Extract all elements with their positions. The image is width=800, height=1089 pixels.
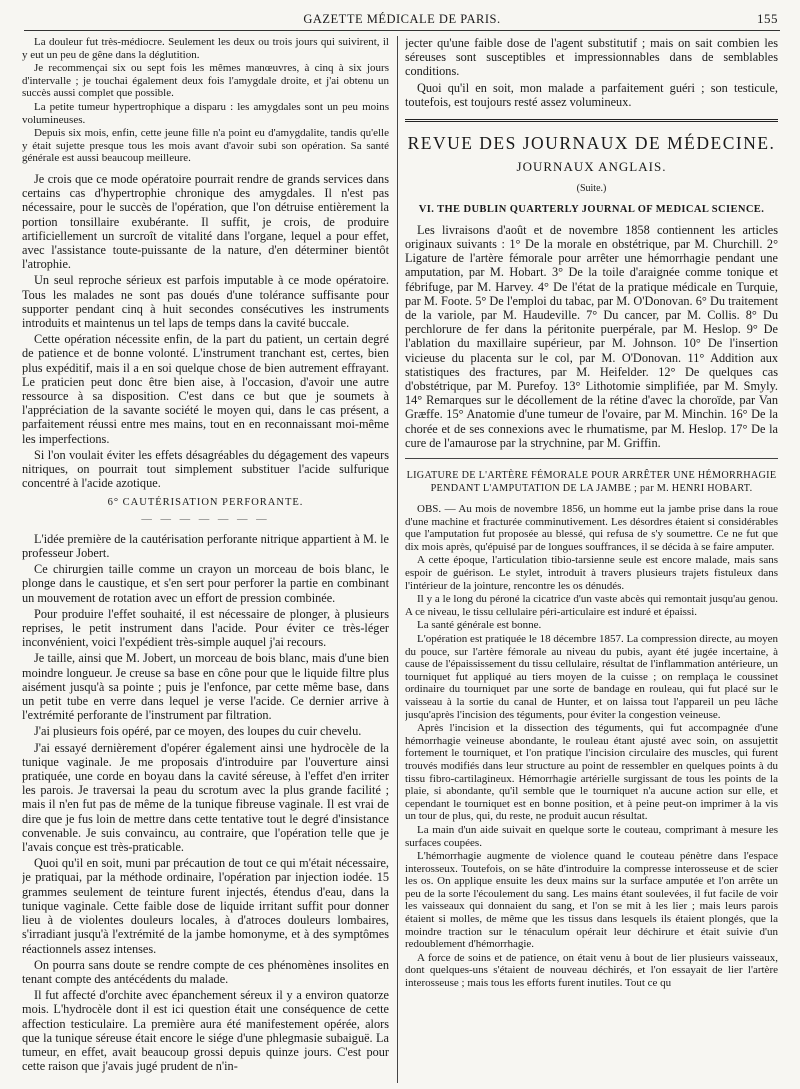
page-header xyxy=(24,8,780,31)
observation-text xyxy=(405,503,778,990)
small-paragraph: A force de soins et de patience, on était venu à bout de lier plusieurs vaisseaux, dont quelques-uns s'étaient de nouveau déchirés, et l'on essayait de lier l'artère interosseuse ; mais tous les efforts furent inutiles. Tout ce qu xyxy=(405,951,778,990)
article-heading: LIGATURE DE L'ARTÈRE FÉMORALE POUR ARRÊTER UNE HÉMORRHAGIE PENDANT L'AMPUTATION DE LA JAMBE ; par M. HENRI HOBART. xyxy=(406,470,777,495)
paragraph: Quoi qu'il en soit, muni par précaution de tout ce qui m'était nécessaire, je pratiquai, par la méthode ordinaire, l'opération par injection iodée. 15 grammes seulement de teinture furent injectés, étendus d'eau, dans la tunique vaginale. Cette faible dose de liquide irritant suffit pour donner lieu à de violentes douleurs locales, à d'atroces douleurs lombaires, s'irradiant jusqu'à l'extrémité de la jambe homonyme, et à des symptômes réactionnels assez intenses. xyxy=(22,856,389,956)
paragraph: J'ai essayé dernièrement d'opérer également ainsi une hydrocèle de la tunique vaginale. Je me proposais d'introduire par l'ouverture ainsi pratiquée, une corde en boyau dans la cavité séreuse, à l'effet d'en irriter les parois. Je traversai la peau du scrotum avec la plus grande facilité ; mais il n'en fut pas de même de la tunique fibreuse vaginale. Il est vrai de dire que je fus loin de mettre dans cette tentative tout le degré d'insistance convenable. Je suis convaincu, au contraire, que l'opération telle que je l'avais conçue est très-praticable. xyxy=(22,740,389,855)
paragraph: L'idée première de la cautérisation perforante nitrique appartient à M. le professeur Jobert. xyxy=(22,531,389,561)
journal-title: GAZETTE MÉDICALE DE PARIS. xyxy=(303,12,501,26)
paragraph: J'ai plusieurs fois opéré, par ce moyen, des loupes du cuir chevelu. xyxy=(34,724,362,739)
right-column xyxy=(405,36,778,1083)
paragraph-contents: Les livraisons d'août et de novembre 1858 contiennent les articles originaux suivants : 1° De la morale en obstétrique, par M. Churchill. 2° Ligature de l'artère fémorale pour arrêter une hémorrhagie pendant une amputation, par M. Hobart. 3° De la toile d'araignée comme tonique et fébrifuge, par M. Harvey. 4° De l'état de la pratique médicale en Turquie, par M. Foote. 5° De l'emploi du tabac, par M. O'Donovan. 6° Du traitement de la variole, par M. Haudeville. 7° Du cancer, par M. Collis. 8° Du perchlorure de fer dans la péritonite puerpérale, par M. Heslop. 9° De l'ablation du maxillaire supérieur, par M. Johnson. 10° De l'insertion vicieuse du placenta sur le col, par M. O'Donovan. 11° Addition aux statistiques des fractures, par M. Heifelder. 12° De quelques cas d'obstétrique, par M. Purefoy. 13° Lithotomie simplifiée, par M. Smyly. 14° Remarques sur le décollement de la rétine d'avec la choroïde, par Van Græffe. 15° Anatomie d'une tumeur de l'ovaire, par M. Minchin. 16° De la chorée et de ses connexions avec le rhumatisme, par M. Heslop. 17° De la cure de l'amaurose par la strychnine, par M. Griffin. xyxy=(405,222,778,450)
small-paragraph: La douleur fut très-médiocre. Seulement les deux ou trois jours qui suivirent, il y eut un peu de gêne dans la déglutition. xyxy=(22,36,389,61)
paragraph: Je crois que ce mode opératoire pourrait rendre de grands services dans certains cas d'hypertrophie chronique des amygdales. Il n'est pas nécessaire, pour le succès de l'opération, que l'on détruise entièrement la portion tonsillaire exubérante. Il suffit, je crois, de produire artificiellement un surcroît de vitalité dans l'organe, lequel a pour effet, avec l'assistance toute-puissante de la nature, d'en déterminer bientôt l'atrophie. xyxy=(22,171,389,272)
divider xyxy=(405,458,778,459)
small-paragraph: Depuis six mois, enfin, cette jeune fille n'a point eu d'amygdalite, tandis qu'elle y était sujette presque tous les mois avant d'avoir subi son opération. Sa santé générale est aussi beaucoup meilleure. xyxy=(22,127,389,165)
revue-subtitle: JOURNAUX ANGLAIS. xyxy=(516,159,667,175)
small-paragraph: L'opération est pratiquée le 18 décembre 1857. La compression directe, au moyen du pouce, sur l'artère fémorale au niveau du pubis, ayant été jugée incertaine, à cause de l'épaississement du tissu cellulaire, résultat de l'inflammation antérieure, un tourniquet fut appliqué au tiers moyen de la cuisse ; on remplaça le coussinet ordinaire du tourniquet par une sorte de bandage en rouleau, qui fut placé sur le vaisseau à la sortie du canal de Hunter, et on laissa tout l'appareil un peu lâche jusqu'après l'incision des téguments, pour éviter la congestion veineuse. xyxy=(405,633,778,721)
section-separator xyxy=(405,119,778,122)
small-paragraph: Il y a le long du péroné la cicatrice d'un vaste abcès qui remontait jusqu'au genou. A ce niveau, le tissu cellulaire péri-articulaire est induré et épaissi. xyxy=(405,593,778,618)
page-number: 155 xyxy=(757,11,778,26)
section-heading xyxy=(22,496,389,526)
heading-dashes: — — — — — — — xyxy=(141,513,270,525)
journal-heading: VI. THE DUBLIN QUARTERLY JOURNAL OF MEDICAL SCIENCE. xyxy=(418,203,765,215)
revue-suite: (Suite.) xyxy=(576,183,607,195)
small-paragraph: OBS. — Au mois de novembre 1856, un homme eut la jambe prise dans la roue d'une machine et fracturée comminutivement. Les désordres étaient si considérables que l'amputation fut proposée au blessé, qui refusa de s'y soumettre. Ce ne fut que dix mois après, qu'épuisé par de longues souffrances, il se décida à se faire amputer. xyxy=(405,503,778,553)
small-paragraph: La petite tumeur hypertrophique a disparu : les amygdales sont un peu moins volumineuses. xyxy=(22,100,389,126)
small-paragraph: Après l'incision et la dissection des téguments, qui fut accompagnée d'une hémorrhagie veineuse abondante, le rouleau étant ajusté avec soin, on assujettit fortement le tourniquet, et l'on pratique l'incision circulaire des muscles, qui furent trouvés modifiés dans leur structure au point de ressembler en quelques points à du tissu fibro-cartilagineux. Hémorrhagie artérielle surgissant de tous les points de la plaie, si abondante, qu'il semble que le tourniquet n'a aucune action sur elle, et cependant le tourniquet est en bonne position, et à peine peut-on imprimer à la vis un tour de plus, qui, du reste, ne produit aucun résultat. xyxy=(405,722,778,823)
small-paragraph: La main d'un aide suivait en quelque sorte le couteau, comprimant à mesure les surfaces coupées. xyxy=(405,823,778,849)
small-paragraph: Je recommençai six ou sept fois les mêmes manœuvres, à cinq à six jours d'intervalle ; je touchai également deux fois l'amygdale droite, et j'ai obtenu un succès aussi complet que possible. xyxy=(22,62,389,100)
column-divider xyxy=(397,36,398,1083)
paragraph: Cette opération nécessite enfin, de la part du patient, un certain degré de patience et de bonne volonté. L'instrument tranchant est, certes, bien plus expéditif, mais il a en soi quelque chose de bien autrement effrayant. Le praticien peut donc être bien aise, à l'occasion, d'avoir une autre ressource à sa disposition. C'est dans ce but que je soumets à l'appréciation de la savante société le moyen qui, dans le cas présent, a parfaitement réussi entre mes mains, tout en en reconnaissant moi-même les imperfections. xyxy=(22,332,389,446)
paragraph: Quoi qu'il en soit, mon malade a parfaitement guéri ; son testicule, toutefois, est toujours resté assez volumineux. xyxy=(405,80,778,109)
paragraph: Je taille, ainsi que M. Jobert, un morceau de bois blanc, mais d'une bien moindre longueur. Je creuse sa base en cône pour que le liquide filtre plus aisément jusqu'à sa pointe ; puis je l'enfonce, par cette même base, dans un petit tube en verre dans lequel je verse l'acide. Ce dernier arrive à l'extrémité perforante de l'instrument par filtration. xyxy=(22,651,389,723)
paragraph: On pourra sans doute se rendre compte de ces phénomènes insolites en tenant compte des antécédents du malade. xyxy=(22,957,389,986)
left-column xyxy=(22,36,389,1083)
section-heading-text: 6° CAUTÉRISATION PERFORANTE. xyxy=(107,497,304,509)
small-paragraph: La santé générale est bonne. xyxy=(417,619,542,632)
paragraph: Il fut affecté d'orchite avec épanchement séreux il y a environ quatorze mois. L'hydrocèle dont il est ici question était une conséquence de cette affection testiculaire. La première aura été manifestement opérée, alors que la tunique séreuse était encore le siége d'une phlegmasie subaiguë. La tumeur, en effet, avait beaucoup grossi depuis quinze jours. C'est pour cette raison que j'avais jugé prudent de n'in- xyxy=(22,988,389,1074)
paragraph: Ce chirurgien taille comme un crayon un morceau de bois blanc, le plonge dans le caustique, et s'en sert pour perforer la partie en combinant un mouvement de rotation avec un effort de pression combinée. xyxy=(22,562,389,605)
paragraph: Si l'on voulait éviter les effets désagréables du dégagement des vapeurs nitriques, on pourrait tout simplement substituer l'acide sulfurique concentré à l'acide azotique. xyxy=(22,447,389,491)
paragraph: Pour produire l'effet souhaité, il est nécessaire de plonger, à plusieurs reprises, le petit instrument dans l'acide. Pour éviter ce très-léger inconvénient, voici l'expédient très-simple auquel j'ai recours. xyxy=(22,606,389,650)
small-paragraph: L'hémorrhagie augmente de violence quand le couteau pénètre dans l'espace interosseux. Toutefois, on se hâte d'introduire la compresse interosseuse et de scier les os. On applique ensuite les deux mains sur la surface amputée et l'on arrête un peu de la sorte l'écoulement du sang. Les mains étant soulevées, il fut facile de voir les vaisseaux qui donnaient du sang, et l'on se mit à les lier ; mais leurs parois étaient si molles, de même que les tissus dans lesquels ils étaient plongés, que la moindre traction sur le ténaculum opérait leur déchirure et était suivie d'un redoublement d'hémorrhagie. xyxy=(405,850,778,951)
small-paragraph: A cette époque, l'articulation tibio-tarsienne seule est encore malade, mais sans espoir de guérison. Le stylet, introduit à travers plusieurs trajets fistuleux dans l'intérieur de la jointure, rencontre les os dénudés. xyxy=(405,554,778,592)
paragraph: Un seul reproche sérieux est parfois imputable à ce mode opératoire. Tous les malades ne sont pas doués d'une tolérance suffisante pour supporter pendant cinq à huit secondes consécutives les instruments introduits et maintenus un tel laps de temps dans la cavité buccale. xyxy=(22,273,389,330)
revue-title: REVUE DES JOURNAUX DE MÉDECINE. xyxy=(407,133,776,154)
paragraph: jecter qu'une faible dose de l'agent substitutif ; mais on sait combien les séreuses sont susceptibles et impressionnables dans de semblables conditions. xyxy=(405,36,778,79)
observation-notes xyxy=(22,36,389,165)
